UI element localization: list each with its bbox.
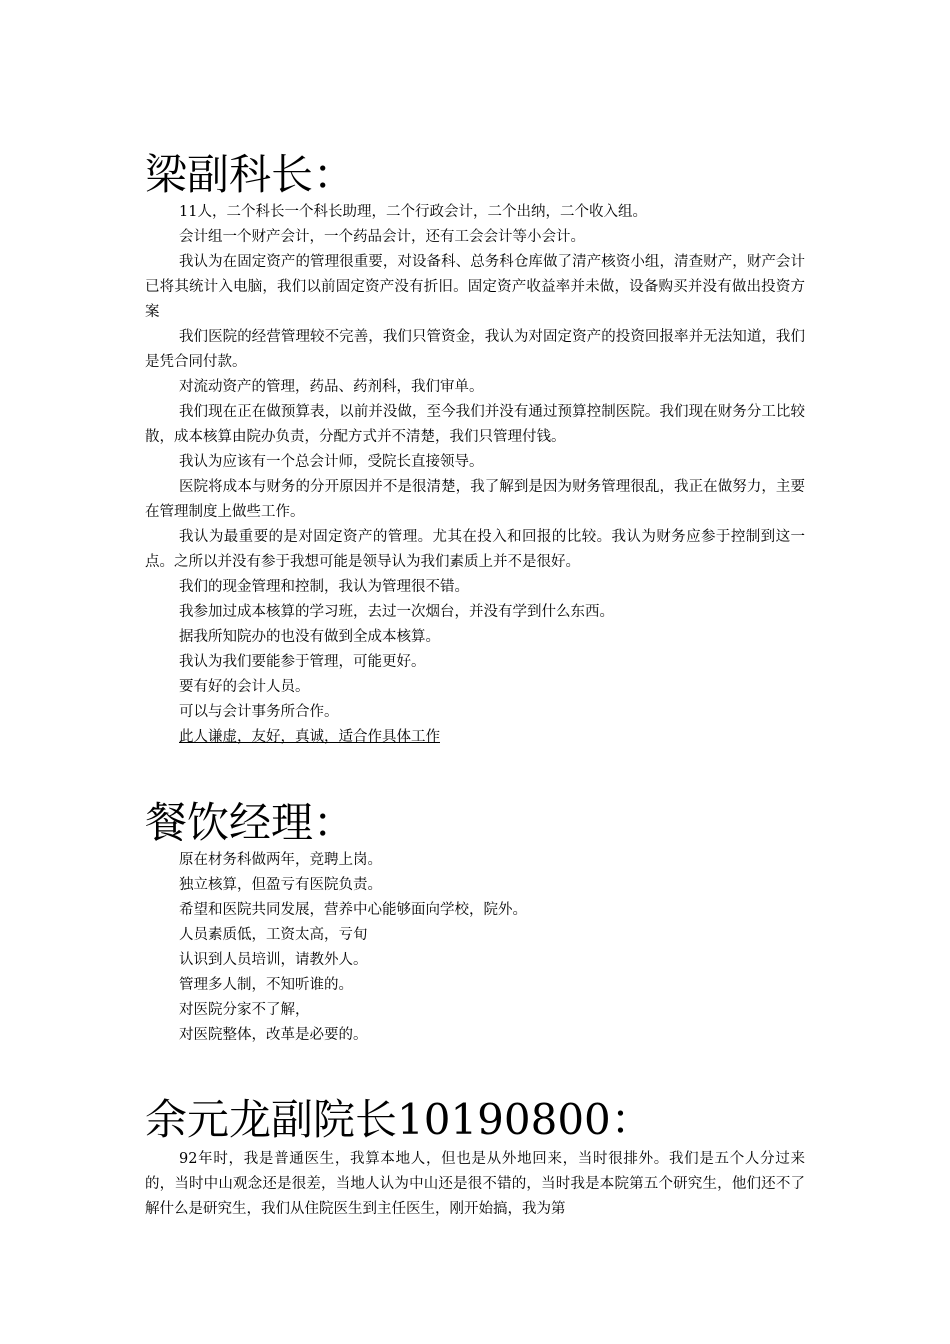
section-heading: 余元龙副院长10190800： [145,1095,653,1144]
paragraph: 我认为应该有一个总会计师，受院长直接领导。 [179,454,484,470]
paragraph: 对流动资产的管理，药品、药剂科，我们审单。 [179,379,484,395]
paragraph: 医院将成本与财务的分开原因并不是很清楚，我了解到是因为财务管理很乱，我正在做努力，主要在管理制度上做些工作。 [145,479,805,520]
interviewer-comment-text: 此人谦虚，友好，真诚，适合作具体工作 [179,729,440,745]
paragraph: 会计组一个财产会计，一个药品会计，还有工会会计等小会计。 [179,229,585,245]
section-heading: 餐饮经理： [145,798,356,847]
paragraph: 我们现在正在做预算表，以前并没做，至今我们并没有通过预算控制医院。我们现在财务分工比较散，成本核算由院办负责，分配方式并不清楚，我们只管理付钱。 [145,404,805,445]
paragraph: 11人，二个科长一个科长助理，二个行政会计，二个出纳，二个收入组。 [179,204,647,220]
paragraph: 我认为在固定资产的管理很重要，对设备科、总务科仓库做了清产核资小组，清查财产，财产会计已将其统计入电脑，我们以前固定资产没有折旧。固定资产收益率并未做，设备购买并没有做出投资方案 [145,254,805,320]
paragraph: 可以与会计事务所合作。 [179,704,339,720]
paragraph: 希望和医院共同发展，营养中心能够面向学校，院外。 [179,902,527,918]
paragraph: 我们的现金管理和控制，我认为管理很不错。 [179,579,469,595]
paragraph: 要有好的会计人员。 [179,679,310,695]
section-catering-manager [145,798,805,1048]
section-liang-deputy-chief [145,150,805,750]
paragraph: 认识到人员培训，请教外人。 [179,952,368,968]
section-body [145,848,805,1048]
section-yu-yuanlong-vice-president [145,1095,805,1222]
paragraph: 我们医院的经营管理较不完善，我们只管资金，我认为对固定资产的投资回报率并无法知道，我们是凭合同付款。 [145,329,805,370]
paragraph: 独立核算，但盈亏有医院负责。 [179,877,382,893]
section-body [145,1147,805,1222]
paragraph: 对医院整体，改革是必要的。 [179,1027,368,1043]
paragraph: 对医院分家不了解， [179,1002,310,1018]
interviewer-comment [145,725,805,750]
paragraph: 我认为我们要能参于管理，可能更好。 [179,654,426,670]
paragraph: 管理多人制，不知听谁的。 [179,977,353,993]
paragraph: 我参加过成本核算的学习班，去过一次烟台，并没有学到什么东西。 [179,604,614,620]
paragraph: 我认为最重要的是对固定资产的管理。尤其在投入和回报的比较。我认为财务应参于控制到这一点。之所以并没有参于我想可能是领导认为我们素质上并不是很好。 [145,529,805,570]
section-heading: 梁副科长： [145,150,356,199]
paragraph: 人员素质低，工资太高，亏旬 [179,927,368,943]
paragraph: 据我所知院办的也没有做到全成本核算。 [179,629,440,645]
section-body [145,200,805,750]
paragraph: 92年时，我是普通医生，我算本地人，但也是从外地回来，当时很排外。我们是五个人分过来的，当时中山观念还是很差，当地人认为中山还是很不错的，当时我是本院第五个研究生，他们还不了解什么是研究生，我们从住院医生到主任医生，刚开始搞，我为第 [145,1151,805,1217]
paragraph: 原在材务科做两年，竞聘上岗。 [179,852,382,868]
